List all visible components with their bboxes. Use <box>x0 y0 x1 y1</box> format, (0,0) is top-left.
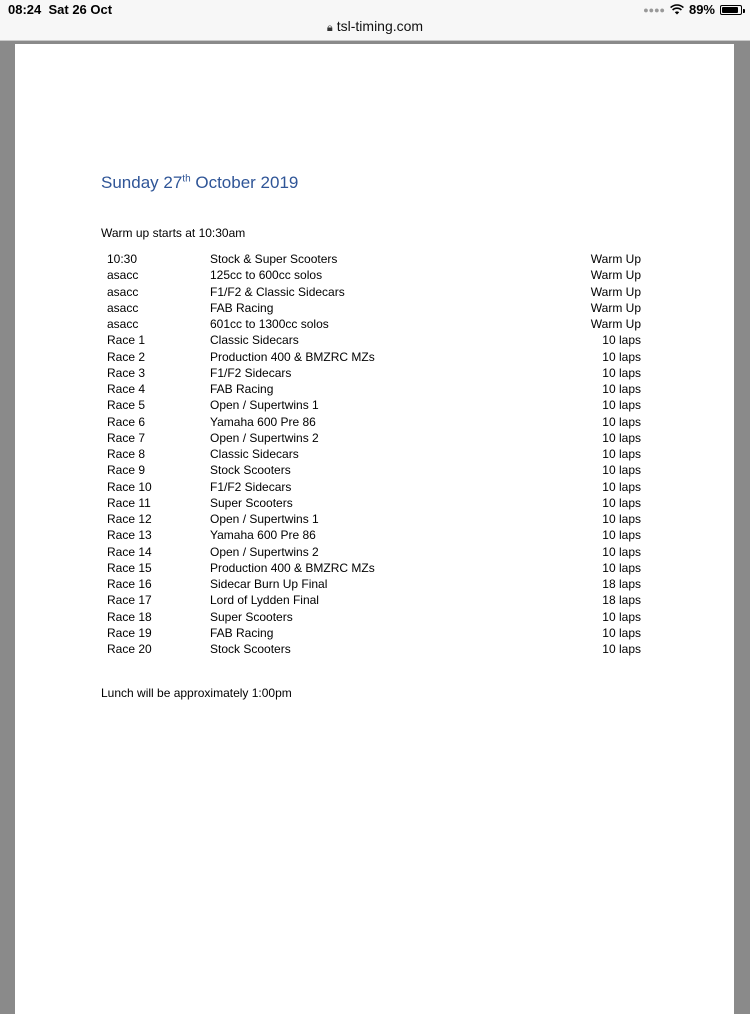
race-class: FAB Racing <box>210 300 274 315</box>
race-schedule-table <box>107 252 641 658</box>
status-time-date <box>8 2 112 17</box>
title-suffix: th <box>182 173 191 185</box>
race-number: Race 15 <box>107 560 152 575</box>
race-number: asacc <box>107 284 139 299</box>
race-number: Race 1 <box>107 333 146 348</box>
race-laps: Warm Up <box>590 300 641 315</box>
race-class: Open / Supertwins 1 <box>210 398 319 413</box>
race-number: Race 3 <box>107 365 146 380</box>
race-laps: 10 laps <box>602 560 641 575</box>
race-number: Race 13 <box>107 528 152 543</box>
schedule-row <box>107 610 641 626</box>
race-class: 601cc to 1300cc solos <box>210 317 329 331</box>
title-rest: October 2019 <box>190 173 299 192</box>
race-number: Race 20 <box>107 642 152 656</box>
race-laps: 10 laps <box>602 382 641 396</box>
schedule-row <box>107 285 641 301</box>
url-text: tsl-timing.com <box>336 18 424 34</box>
race-laps: 10 laps <box>602 642 641 656</box>
race-number: Race 2 <box>107 349 146 364</box>
cellular-signal-icon: ●●●● <box>643 4 665 15</box>
race-number: Race 17 <box>107 593 152 608</box>
document-page <box>15 44 734 1014</box>
race-class: Yamaha 600 Pre 86 <box>210 414 316 429</box>
schedule-row <box>107 463 641 479</box>
race-class: FAB Racing <box>210 382 274 396</box>
race-laps: 10 laps <box>602 447 641 461</box>
wifi-icon <box>670 4 684 15</box>
schedule-row <box>107 512 641 528</box>
race-class: Classic Sidecars <box>210 333 299 348</box>
schedule-row <box>107 252 641 268</box>
race-class: Production 400 & BMZRC MZs <box>210 560 375 575</box>
race-laps: 10 laps <box>602 398 641 413</box>
page-title <box>101 173 298 193</box>
schedule-row <box>107 447 641 463</box>
schedule-row <box>107 398 641 414</box>
race-class: Yamaha 600 Pre 86 <box>210 528 316 543</box>
race-laps: 10 laps <box>602 479 641 494</box>
race-class: Open / Supertwins 2 <box>210 544 319 559</box>
race-number: asacc <box>107 300 139 315</box>
race-class: Open / Supertwins 1 <box>210 512 319 526</box>
race-class: Stock & Super Scooters <box>210 252 338 266</box>
race-laps: 10 laps <box>602 544 641 559</box>
title-day: Sunday 27 <box>101 173 183 192</box>
race-class: FAB Racing <box>210 625 274 640</box>
lunch-note: Lunch will be approximately 1:00pm <box>101 686 292 700</box>
race-laps: 10 laps <box>602 365 641 380</box>
race-laps: 10 laps <box>602 609 641 624</box>
race-class: Classic Sidecars <box>210 447 299 461</box>
race-laps: 10 laps <box>602 414 641 429</box>
race-number: Race 19 <box>107 625 152 640</box>
race-number: 10:30 <box>107 252 138 266</box>
race-laps: Warm Up <box>590 268 641 283</box>
race-number: Race 4 <box>107 382 146 396</box>
schedule-row <box>107 317 641 333</box>
schedule-row <box>107 593 641 609</box>
race-number: Race 5 <box>107 398 146 413</box>
race-class: Sidecar Burn Up Final <box>210 577 328 591</box>
race-number: asacc <box>107 268 139 283</box>
race-number: Race 10 <box>107 479 152 494</box>
race-class: F1/F2 Sidecars <box>210 479 292 494</box>
schedule-row <box>107 415 641 431</box>
race-laps: Warm Up <box>590 284 641 299</box>
schedule-row <box>107 528 641 544</box>
race-number: Race 9 <box>107 463 146 478</box>
schedule-row <box>107 561 641 577</box>
race-class: Open / Supertwins 2 <box>210 430 319 445</box>
browser-top-bar <box>0 0 750 41</box>
race-class: Stock Scooters <box>210 642 291 656</box>
warmup-note: Warm up starts at 10:30am <box>101 226 246 240</box>
status-indicators <box>643 2 742 17</box>
schedule-row <box>107 626 641 642</box>
race-number: Race 14 <box>107 544 152 559</box>
race-number: Race 12 <box>107 512 152 526</box>
race-class: Production 400 & BMZRC MZs <box>210 349 375 364</box>
address-bar[interactable] <box>0 18 750 35</box>
race-class: Lord of Lydden Final <box>210 593 319 608</box>
race-class: F1/F2 & Classic Sidecars <box>210 284 345 299</box>
race-class: Super Scooters <box>210 609 293 624</box>
race-laps: 18 laps <box>602 593 641 608</box>
schedule-row <box>107 545 641 561</box>
schedule-row <box>107 301 641 317</box>
race-number: Race 7 <box>107 430 146 445</box>
schedule-row <box>107 577 641 593</box>
schedule-row <box>107 382 641 398</box>
schedule-row <box>107 350 641 366</box>
race-number: asacc <box>107 317 139 331</box>
race-number: Race 16 <box>107 577 152 591</box>
lock-icon: 🔒︎ <box>326 22 333 34</box>
battery-icon <box>720 5 742 15</box>
race-laps: 10 laps <box>602 512 641 526</box>
race-number: Race 18 <box>107 609 152 624</box>
schedule-row <box>107 268 641 284</box>
race-laps: 10 laps <box>602 495 641 510</box>
race-laps: 10 laps <box>602 333 641 348</box>
status-time: 08:24 <box>8 2 42 17</box>
race-class: F1/F2 Sidecars <box>210 365 292 380</box>
race-class: Stock Scooters <box>210 463 291 478</box>
schedule-row <box>107 496 641 512</box>
schedule-row <box>107 431 641 447</box>
schedule-row <box>107 642 641 658</box>
race-class: 125cc to 600cc solos <box>210 268 323 283</box>
race-laps: 10 laps <box>602 430 641 445</box>
status-date: Sat 26 Oct <box>48 2 113 17</box>
schedule-row <box>107 333 641 349</box>
battery-percent: 89% <box>688 2 715 17</box>
race-number: Race 6 <box>107 414 146 429</box>
race-class: Super Scooters <box>210 495 293 510</box>
race-number: Race 8 <box>107 447 146 461</box>
race-laps: 10 laps <box>602 528 641 543</box>
schedule-row <box>107 480 641 496</box>
race-laps: 10 laps <box>602 463 641 478</box>
battery-fill <box>722 7 738 13</box>
race-laps: Warm Up <box>590 252 641 266</box>
race-laps: 18 laps <box>602 577 641 591</box>
race-laps: 10 laps <box>602 625 641 640</box>
race-number: Race 11 <box>107 495 151 510</box>
race-laps: 10 laps <box>602 349 641 364</box>
race-laps: Warm Up <box>590 317 641 331</box>
schedule-row <box>107 366 641 382</box>
